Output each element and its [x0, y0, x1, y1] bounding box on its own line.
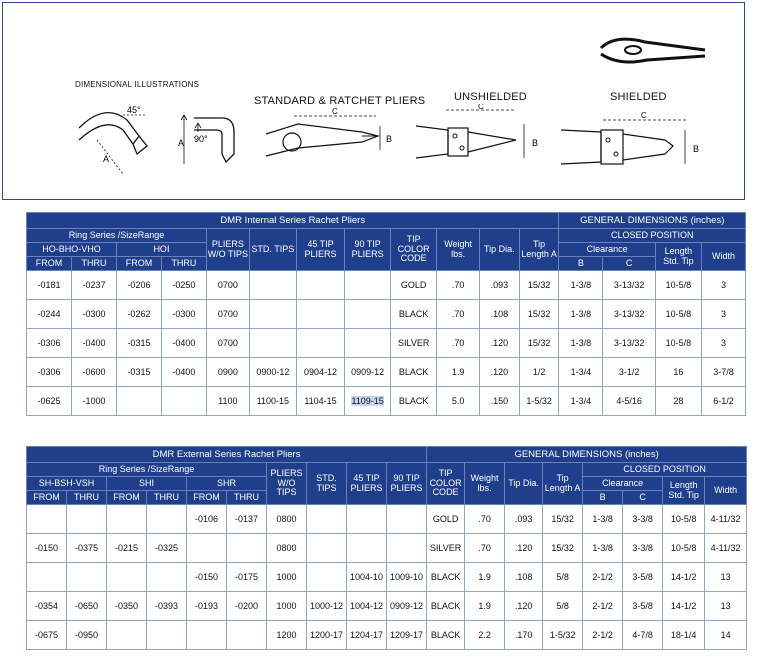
external-table-row — [27, 563, 747, 592]
external-cell: -0193 — [187, 592, 227, 621]
internal-cell: -0625 — [27, 387, 72, 416]
external-cell: 1204-17 — [347, 621, 387, 650]
external-cell: 0800 — [267, 505, 307, 534]
external-cell: 3-5/8 — [623, 592, 663, 621]
external-cell: 1.9 — [465, 592, 505, 621]
internal-pliers-wo-tips: PLIERS W/O TIPS — [206, 229, 249, 271]
internal-cell: BLACK — [391, 300, 437, 329]
internal-cell: 3-13/32 — [603, 329, 655, 358]
unshielded-pliers-illustration — [412, 104, 552, 174]
internal-cell: -0400 — [71, 329, 116, 358]
external-cell: 18-1/4 — [663, 621, 705, 650]
external-cell — [107, 563, 147, 592]
internal-cell — [249, 300, 296, 329]
internal-cell: 5.0 — [437, 387, 480, 416]
internal-cell: 28 — [655, 387, 701, 416]
internal-cell: .108 — [480, 300, 520, 329]
external-group-shi: SHI — [107, 477, 187, 491]
internal-length-std-tip: Length Std. Tip — [655, 243, 701, 271]
internal-cell: 1-3/8 — [559, 271, 603, 300]
external-cell: 1-3/8 — [583, 534, 623, 563]
external-cell: 15/32 — [543, 534, 583, 563]
internal-cell: -0237 — [71, 271, 116, 300]
internal-cell — [345, 387, 391, 416]
internal-cell: 16 — [655, 358, 701, 387]
shielded-label: SHIELDED — [610, 91, 667, 103]
external-table-body — [27, 505, 747, 650]
internal-cell — [345, 329, 391, 358]
external-cell: 1000 — [267, 563, 307, 592]
external-table-row — [27, 621, 747, 650]
internal-from-2: FROM — [116, 257, 161, 271]
internal-cell: -0181 — [27, 271, 72, 300]
internal-tip-length: Tip Length A — [519, 229, 559, 271]
internal-table-row — [27, 358, 746, 387]
external-cell — [147, 563, 187, 592]
internal-cell: -0250 — [161, 271, 206, 300]
bent-tip-45-illustration — [75, 100, 160, 180]
internal-cell: 15/32 — [519, 329, 559, 358]
external-group-shr: SHR — [187, 477, 267, 491]
internal-cell: 1-3/4 — [559, 358, 603, 387]
external-cell: -0150 — [27, 534, 67, 563]
external-cell: .70 — [465, 534, 505, 563]
internal-cell: .70 — [437, 329, 480, 358]
external-cell — [67, 563, 107, 592]
internal-cell — [161, 387, 206, 416]
standard-ratchet-pliers-label: STANDARD & RATCHET PLIERS — [254, 95, 426, 107]
dimensional-illustrations-label: DIMENSIONAL ILLUSTRATIONS — [75, 80, 200, 89]
internal-cell: BLACK — [391, 387, 437, 416]
external-cell: -0950 — [67, 621, 107, 650]
internal-cell: 4-5/16 — [603, 387, 655, 416]
shielded-pliers-illustration — [555, 30, 715, 180]
external-cell: 2-1/2 — [583, 621, 623, 650]
internal-cell: -0600 — [71, 358, 116, 387]
internal-45-tip-pliers: 45 TIP PLIERS — [296, 229, 344, 271]
internal-cell — [296, 271, 344, 300]
internal-cell: -0300 — [161, 300, 206, 329]
external-cell — [107, 621, 147, 650]
external-cell: .120 — [505, 592, 543, 621]
dim-c-label-3: C — [641, 111, 647, 120]
external-cell — [107, 505, 147, 534]
internal-table-row — [27, 387, 746, 416]
external-cell: 2-1/2 — [583, 563, 623, 592]
external-cell: 10-5/8 — [663, 534, 705, 563]
internal-cell: -0400 — [161, 358, 206, 387]
external-cell: .70 — [465, 505, 505, 534]
external-cell: 1-5/32 — [543, 621, 583, 650]
dim-b-label: B — [386, 134, 393, 144]
external-cell: .120 — [505, 534, 543, 563]
internal-cell: .70 — [437, 300, 480, 329]
internal-cell: 1-3/8 — [559, 329, 603, 358]
dim-b-label-3: B — [693, 144, 700, 154]
external-general-dimensions: GENERAL DIMENSIONS (inches) — [427, 447, 747, 463]
external-cell: 4-11/32 — [705, 534, 747, 563]
external-tip-length: Tip Length A — [543, 463, 583, 505]
external-cell: -0354 — [27, 592, 67, 621]
internal-thru-2: THRU — [161, 257, 206, 271]
internal-cell: 3 — [701, 271, 745, 300]
external-cell — [307, 534, 347, 563]
external-cell: 0800 — [267, 534, 307, 563]
dim-a-label-2: A — [178, 138, 185, 148]
external-series-table — [26, 446, 747, 650]
external-cell — [387, 505, 427, 534]
external-cell: BLACK — [427, 592, 465, 621]
external-cell: 2-1/2 — [583, 592, 623, 621]
external-cell: 1.9 — [465, 563, 505, 592]
standard-ratchet-pliers-illustration — [262, 104, 402, 172]
external-from-3: FROM — [187, 491, 227, 505]
external-cell: GOLD — [427, 505, 465, 534]
external-cell: BLACK — [427, 563, 465, 592]
external-cell: 1-3/8 — [583, 505, 623, 534]
external-cell: -0393 — [147, 592, 187, 621]
external-cell: 4-7/8 — [623, 621, 663, 650]
external-cell: -0175 — [227, 563, 267, 592]
dim-c-label: C — [332, 107, 338, 116]
internal-cell: -0244 — [27, 300, 72, 329]
external-cell: 4-11/32 — [705, 505, 747, 534]
external-cell: 5/8 — [543, 592, 583, 621]
external-cell: 0909-12 — [387, 592, 427, 621]
external-cell — [347, 534, 387, 563]
external-cell: 14-1/2 — [663, 563, 705, 592]
external-cell: -0215 — [107, 534, 147, 563]
external-weight: Weight lbs. — [465, 463, 505, 505]
external-cell — [227, 621, 267, 650]
dim-c-label-2: C — [478, 104, 484, 111]
internal-cell: 10-5/8 — [655, 271, 701, 300]
external-cell: 3-5/8 — [623, 563, 663, 592]
external-cell: 1004-12 — [347, 592, 387, 621]
external-cell: 3-3/8 — [623, 534, 663, 563]
external-table-row — [27, 505, 747, 534]
internal-cell: 1/2 — [519, 358, 559, 387]
external-cell: 1000-12 — [307, 592, 347, 621]
external-table-title: DMR External Series Rachet Pliers — [27, 447, 427, 463]
external-cell: SILVER — [427, 534, 465, 563]
unshielded-label: UNSHIELDED — [454, 91, 527, 103]
internal-from-1: FROM — [27, 257, 72, 271]
external-cell — [27, 505, 67, 534]
dim-a-label: A — [103, 154, 110, 164]
internal-ring-series: Ring Series /SizeRange — [27, 229, 207, 243]
external-from-2: FROM — [107, 491, 147, 505]
external-width: Width — [705, 477, 747, 505]
bent-tip-90-illustration — [176, 110, 246, 180]
internal-tip-dia: Tip Dia. — [480, 229, 520, 271]
internal-cell — [345, 300, 391, 329]
internal-cell: -1000 — [71, 387, 116, 416]
internal-cell: 0700 — [206, 300, 249, 329]
internal-cell: 6-1/2 — [701, 387, 745, 416]
internal-cell: -0306 — [27, 358, 72, 387]
internal-table-body — [27, 271, 746, 416]
internal-cell: 10-5/8 — [655, 329, 701, 358]
external-b: B — [583, 491, 623, 505]
external-cell: 1200 — [267, 621, 307, 650]
internal-cell: -0306 — [27, 329, 72, 358]
external-closed-position: CLOSED POSITION — [583, 463, 747, 477]
external-group-sh-bsh-vsh: SH-BSH-VSH — [27, 477, 107, 491]
external-cell — [307, 505, 347, 534]
internal-cell — [296, 300, 344, 329]
external-cell: -0150 — [187, 563, 227, 592]
internal-cell — [345, 271, 391, 300]
internal-cell: GOLD — [391, 271, 437, 300]
external-c: C — [623, 491, 663, 505]
internal-closed-position: CLOSED POSITION — [559, 229, 746, 243]
external-cell — [27, 563, 67, 592]
internal-cell: 1100 — [206, 387, 249, 416]
internal-cell: -0300 — [71, 300, 116, 329]
external-from-1: FROM — [27, 491, 67, 505]
external-cell: .170 — [505, 621, 543, 650]
internal-cell: 3-13/32 — [603, 271, 655, 300]
internal-table-title: DMR Internal Series Rachet Pliers — [27, 213, 559, 229]
external-thru-3: THRU — [227, 491, 267, 505]
internal-cell: 10-5/8 — [655, 300, 701, 329]
external-pliers-wo-tips: PLIERS W/O TIPS — [267, 463, 307, 505]
internal-table-row — [27, 271, 746, 300]
internal-cell: -0315 — [116, 358, 161, 387]
internal-table-row — [27, 329, 746, 358]
internal-cell: BLACK — [391, 358, 437, 387]
external-cell: 13 — [705, 592, 747, 621]
internal-c: C — [603, 257, 655, 271]
internal-cell: 0909-12 — [345, 358, 391, 387]
internal-cell — [249, 271, 296, 300]
external-cell: 1004-10 — [347, 563, 387, 592]
external-cell: -0675 — [27, 621, 67, 650]
external-cell: 15/32 — [543, 505, 583, 534]
internal-b: B — [559, 257, 603, 271]
angle-45-label: 45° — [127, 105, 141, 115]
external-table-row — [27, 592, 747, 621]
external-cell — [307, 563, 347, 592]
internal-group-ho-bho-vho: HO-BHO-VHO — [27, 243, 117, 257]
internal-cell — [249, 329, 296, 358]
external-cell — [147, 505, 187, 534]
external-cell: 5/8 — [543, 563, 583, 592]
angle-90-label: 90° — [194, 134, 208, 144]
external-cell: -0106 — [187, 505, 227, 534]
internal-cell: 1100-15 — [249, 387, 296, 416]
internal-cell: -0315 — [116, 329, 161, 358]
internal-cell: .120 — [480, 329, 520, 358]
external-cell — [147, 621, 187, 650]
internal-cell: 1-5/32 — [519, 387, 559, 416]
internal-cell: 0904-12 — [296, 358, 344, 387]
internal-cell: .093 — [480, 271, 520, 300]
external-cell: -0650 — [67, 592, 107, 621]
dim-b-label-2: B — [532, 138, 539, 148]
internal-tip-color-code: TIP COLOR CODE — [391, 229, 437, 271]
internal-cell: .120 — [480, 358, 520, 387]
external-cell: 13 — [705, 563, 747, 592]
external-cell — [187, 621, 227, 650]
internal-cell: 3-7/8 — [701, 358, 745, 387]
internal-cell: 1.9 — [437, 358, 480, 387]
internal-cell: 0700 — [206, 329, 249, 358]
internal-table-row — [27, 300, 746, 329]
internal-cell: .150 — [480, 387, 520, 416]
internal-thru-1: THRU — [71, 257, 116, 271]
external-tip-color-code: TIP COLOR CODE — [427, 463, 465, 505]
external-cell: 1209-17 — [387, 621, 427, 650]
external-tip-dia: Tip Dia. — [505, 463, 543, 505]
external-cell: 2.2 — [465, 621, 505, 650]
internal-general-dimensions: GENERAL DIMENSIONS (inches) — [559, 213, 746, 229]
internal-cell: 15/32 — [519, 271, 559, 300]
internal-weight: Weight lbs. — [437, 229, 480, 271]
internal-cell: -0400 — [161, 329, 206, 358]
internal-cell: 1104-15 — [296, 387, 344, 416]
external-cell — [347, 505, 387, 534]
internal-cell: 0900-12 — [249, 358, 296, 387]
internal-90-tip-pliers: 90 TIP PLIERS — [345, 229, 391, 271]
highlighted-text: 1109-15 — [351, 396, 384, 406]
external-cell: .093 — [505, 505, 543, 534]
external-std-tips: STD. TIPS — [307, 463, 347, 505]
internal-series-table — [26, 212, 746, 416]
external-cell: 1000 — [267, 592, 307, 621]
internal-width: Width — [701, 243, 745, 271]
external-ring-series: Ring Series /SizeRange — [27, 463, 267, 477]
external-thru-1: THRU — [67, 491, 107, 505]
external-90-tip-pliers: 90 TIP PLIERS — [387, 463, 427, 505]
external-cell: 1200-17 — [307, 621, 347, 650]
internal-cell: -0206 — [116, 271, 161, 300]
internal-cell: 3 — [701, 329, 745, 358]
external-cell: BLACK — [427, 621, 465, 650]
internal-cell: 0700 — [206, 271, 249, 300]
internal-cell — [296, 329, 344, 358]
internal-cell: .70 — [437, 271, 480, 300]
internal-std-tips: STD. TIPS — [249, 229, 296, 271]
external-cell — [387, 534, 427, 563]
external-length-std-tip: Length Std. Tip — [663, 477, 705, 505]
external-cell: -0325 — [147, 534, 187, 563]
internal-group-hoi: HOI — [116, 243, 206, 257]
external-clearance: Clearance — [583, 477, 663, 491]
external-cell: -0137 — [227, 505, 267, 534]
external-cell: 14 — [705, 621, 747, 650]
internal-cell: 1-3/8 — [559, 300, 603, 329]
external-cell: -0350 — [107, 592, 147, 621]
external-table-row — [27, 534, 747, 563]
internal-cell: 3-13/32 — [603, 300, 655, 329]
internal-cell: SILVER — [391, 329, 437, 358]
internal-cell: 0900 — [206, 358, 249, 387]
internal-cell: 3-1/2 — [603, 358, 655, 387]
external-cell — [67, 505, 107, 534]
external-thru-2: THRU — [147, 491, 187, 505]
external-cell: .108 — [505, 563, 543, 592]
internal-cell: 3 — [701, 300, 745, 329]
internal-cell: 15/32 — [519, 300, 559, 329]
external-cell: 10-5/8 — [663, 505, 705, 534]
external-cell: 3-3/8 — [623, 505, 663, 534]
internal-cell: 1-3/4 — [559, 387, 603, 416]
external-cell: -0200 — [227, 592, 267, 621]
external-cell — [227, 534, 267, 563]
internal-cell — [116, 387, 161, 416]
internal-cell: -0262 — [116, 300, 161, 329]
internal-clearance: Clearance — [559, 243, 655, 257]
external-cell — [187, 534, 227, 563]
external-cell: 1009-10 — [387, 563, 427, 592]
external-cell: -0375 — [67, 534, 107, 563]
external-cell: 14-1/2 — [663, 592, 705, 621]
external-45-tip-pliers: 45 TIP PLIERS — [347, 463, 387, 505]
